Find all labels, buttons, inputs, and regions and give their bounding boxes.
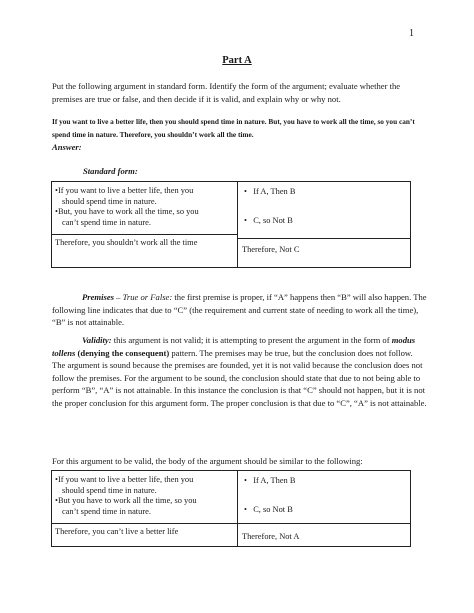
premises-cell <box>52 182 238 268</box>
standard-form-label: Standard form: <box>83 166 138 176</box>
standard-form-table <box>51 181 411 268</box>
valid-form-premise-1: • If A, Then B <box>244 476 296 485</box>
valid-premises-cell <box>52 471 238 547</box>
valid-conclusion: Therefore, you can’t live a better life <box>55 527 179 536</box>
intro-paragraph: Put the following argument in standard form. Identify the form of the argument; evaluate whether the premises are true or false, and then decide if it is valid, and explain why or why not. <box>52 81 401 104</box>
valid-premise-1-cont: should spend time in nature. <box>62 485 157 495</box>
page-title: Part A <box>222 55 252 66</box>
valid-form-cell <box>238 471 411 547</box>
premises-paragraph: Premises – True or False: the first premise is proper, if “A” happens then “B” will also happen. The following line indicates that due to “C” (the requirement and current state of needing to work all the time), “B” is not attainable. <box>52 292 427 328</box>
valid-intro-paragraph: For this argument to be valid, the body of the argument should be similar to the following: <box>52 456 363 466</box>
form-conclusion-rule <box>238 238 410 239</box>
premise-2: •But, you have to work all the time, so you <box>55 207 199 216</box>
page-number: 1 <box>409 28 414 39</box>
valid-premise-1: •If you want to live a better life, then you <box>55 475 194 484</box>
form-premise-1: • If A, Then B <box>244 187 296 196</box>
valid-form-conclusion-rule <box>238 523 410 524</box>
form-premise-2: • C, so Not B <box>244 216 293 225</box>
premise-1-cont: should spend time in nature. <box>62 196 157 206</box>
conclusion-rule <box>52 234 237 235</box>
answer-label: Answer: <box>52 142 82 152</box>
argument-paragraph: If you want to live a better life, then you should spend time in nature. But, you have to work all the time, so you can’t spend time in nature. Therefore, you shouldn’t work all the time. <box>52 117 415 139</box>
valid-premise-2-cont: can’t spend time in nature. <box>62 506 151 516</box>
valid-form-premise-2: • C, so Not B <box>244 505 293 514</box>
form-conclusion: Therefore, Not C <box>242 245 300 254</box>
form-cell <box>238 182 411 268</box>
premise-2-cont: can’t spend time in nature. <box>62 217 151 227</box>
valid-premise-2: •But you have to work all the time, so you <box>55 496 197 505</box>
valid-conclusion-rule <box>52 523 237 524</box>
valid-form-conclusion: Therefore, Not A <box>242 532 300 541</box>
validity-paragraph: Validity: this argument is not valid; it is attempting to present the argument in the form of modus tollens (denying the consequent) pattern. The premises may be true, but the conclusion does not follow. The argument is sound because the premises are founded, yet it is not valid because the conclusion does not follow the premises. For the argument to be sound, the conclusion should state that due to not being able to perform “B”, “A” is not attainable. In this instance the conclusion is that “C” should not happen, but it is not the proper conclusion for this argument form. The proper conclusion is that due to “C”, “A” is not attainable. <box>52 335 427 408</box>
premise-1: •If you want to live a better life, then you <box>55 186 194 195</box>
valid-form-table <box>51 470 411 547</box>
conclusion: Therefore, you shouldn’t work all the time <box>55 238 198 247</box>
